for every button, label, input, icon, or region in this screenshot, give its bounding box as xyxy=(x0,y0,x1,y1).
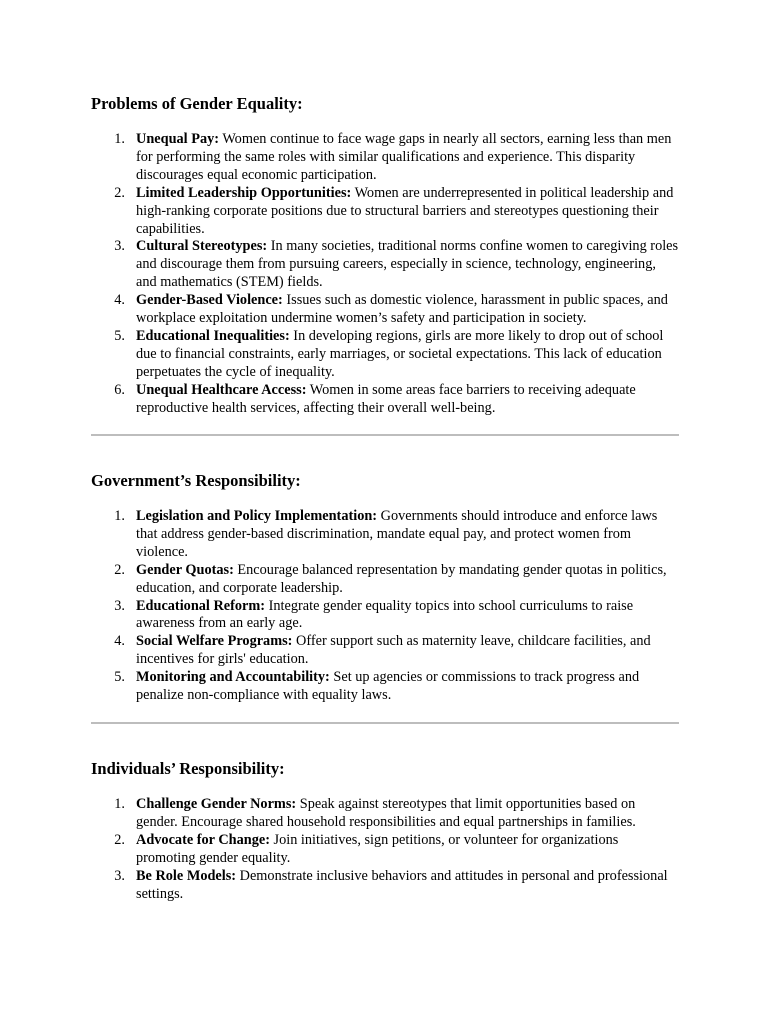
section-divider xyxy=(91,722,679,724)
item-number: 3. xyxy=(114,238,125,255)
item-term: Unequal Pay: xyxy=(136,131,220,147)
section-problems xyxy=(91,94,679,114)
item-text: Women in some areas face barriers to receiving adequate reproductive health services, affecting their overall well-being. xyxy=(136,381,636,416)
item-term: Educational Reform: xyxy=(136,597,266,614)
item-text: Women continue to face wage gaps in nearly all sectors, earning less than men for performing the same roles with similar qualifications and experience. This disparity discourages equal economic participation. xyxy=(136,131,672,183)
item-text: Demonstrate inclusive behaviors and attitudes in personal and professional settings. xyxy=(136,867,668,902)
item-text: Set up agencies or commissions to track progress and penalize non-compliance with equality laws. xyxy=(136,669,640,704)
item-term: Gender-Based Violence: xyxy=(136,292,283,309)
item-number: 5. xyxy=(114,669,125,686)
item-number: 5. xyxy=(114,327,125,344)
item-text: Governments should introduce and enforce laws that address gender-based discrimination, mandate equal pay, and protect women from violence. xyxy=(136,508,658,560)
item-text: In developing regions, girls are more likely to drop out of school due to financial constraints, early marriages, or societal expectations. This lack of education perpetuates the cycle of inequality. xyxy=(136,327,664,380)
item-number: 3. xyxy=(114,867,125,884)
list-item xyxy=(91,328,679,382)
item-text: Join initiatives, sign petitions, or volunteer for organizations promoting gender equality. xyxy=(136,831,619,866)
item-term: Social Welfare Programs: xyxy=(136,633,293,650)
section-government xyxy=(91,471,679,491)
individuals-list xyxy=(91,796,679,903)
item-term: Cultural Stereotypes: xyxy=(136,238,268,255)
item-text: Women are underrepresented in political leadership and high-ranking corporate positions due to structural barriers and stereotypes questioning their capabilities. xyxy=(136,184,674,237)
item-text: Speak against stereotypes that limit opportunities based on gender. Encourage shared household responsibilities and equal partnerships in families. xyxy=(136,796,636,830)
item-term: Monitoring and Accountability: xyxy=(136,669,330,686)
item-number: 1. xyxy=(114,508,125,524)
item-text: Integrate gender equality topics into school curriculums to raise awareness from an early age. xyxy=(136,597,634,632)
government-list xyxy=(91,508,679,705)
item-term: Limited Leadership Opportunities: xyxy=(136,184,352,201)
item-number: 6. xyxy=(114,381,125,398)
item-term: Legislation and Policy Implementation: xyxy=(136,508,378,524)
list-item xyxy=(91,832,679,868)
problems-list xyxy=(91,131,679,418)
item-term: Be Role Models: xyxy=(136,867,237,884)
list-item xyxy=(91,868,679,904)
item-number: 4. xyxy=(114,292,125,309)
list-item xyxy=(91,131,679,185)
item-text: In many societies, traditional norms confine women to caregiving roles and discourage them from pursuing careers, especially in science, technology, engineering, and mathematics (STEM) fields. xyxy=(136,238,679,291)
item-number: 4. xyxy=(114,633,125,650)
section-heading: Government’s Responsibility: xyxy=(91,471,301,490)
item-text: Issues such as domestic violence, harassment in public spaces, and workplace exploitation undermine women’s safety and participation in society. xyxy=(136,292,668,327)
item-term: Educational Inequalities: xyxy=(136,327,290,344)
list-item xyxy=(91,796,679,832)
item-number: 2. xyxy=(114,831,125,848)
list-item xyxy=(91,508,679,562)
section-heading: Problems of Gender Equality: xyxy=(91,94,303,113)
section-individuals xyxy=(91,759,679,779)
list-item xyxy=(91,185,679,239)
list-item xyxy=(91,669,679,705)
section-heading: Individuals’ Responsibility: xyxy=(91,759,285,778)
section-divider xyxy=(91,434,679,436)
list-item xyxy=(91,238,679,292)
item-term: Unequal Healthcare Access: xyxy=(136,381,307,398)
item-text: Offer support such as maternity leave, childcare facilities, and incentives for girls' education. xyxy=(136,633,651,668)
item-number: 1. xyxy=(114,796,125,812)
item-number: 1. xyxy=(114,131,125,147)
item-term: Gender Quotas: xyxy=(136,561,234,578)
item-number: 3. xyxy=(114,597,125,614)
item-number: 2. xyxy=(114,561,125,578)
list-item xyxy=(91,598,679,634)
item-text: Encourage balanced representation by mandating gender quotas in politics, education, and corporate leadership. xyxy=(136,561,667,596)
list-item xyxy=(91,562,679,598)
item-term: Challenge Gender Norms: xyxy=(136,796,297,812)
list-item xyxy=(91,292,679,328)
list-item xyxy=(91,382,679,418)
list-item xyxy=(91,633,679,669)
item-term: Advocate for Change: xyxy=(136,831,270,848)
item-number: 2. xyxy=(114,184,125,201)
